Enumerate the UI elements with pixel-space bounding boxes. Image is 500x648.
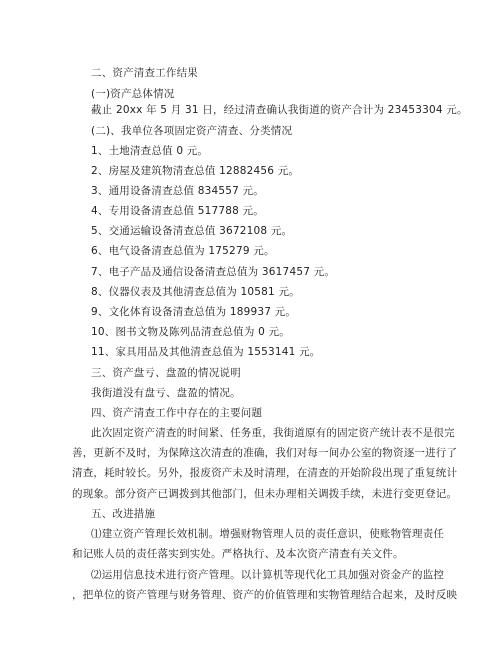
subheading-overall: (一)资产总体情况 (91, 88, 175, 100)
list-item: 7、电子产品及通信设备清查总值为 3617457 元。 (91, 266, 336, 278)
paragraph-problems-line: 此次固定资产清查的时间紧、任务重，我街道原有的固定资产统计表不是很完 (91, 427, 455, 439)
list-item: 10、图书文物及陈列品清查总值为 0 元。 (91, 326, 290, 338)
list-item: 9、文化体育设备清查总值为 189937 元。 (91, 306, 297, 318)
paragraph-measure-1-line: ⑴建立资产管理长效机制。增强财物管理人员的责任意识，使账物管理责任 (91, 528, 445, 540)
paragraph-gain-loss: 我街道没有盘亏、盘盈的情况。 (91, 387, 241, 399)
list-item: 2、房屋及建筑物清查总值 12882456 元。 (91, 165, 300, 177)
list-item: 8、仪器仪表及其他清查总值为 10581 元。 (91, 286, 300, 298)
paragraph-measure-2-line: ⑵运用信息技术进行资产管理。以计算机等现代化工具加强对资金产的监控 (91, 569, 445, 581)
list-item: 5、交通运输设备清查总值 3672108 元。 (91, 225, 293, 237)
paragraph-problems-line: 清查，耗时较长。另外，报废资产未及时清理，在清查的开始阶段出现了重复统计 (72, 467, 458, 479)
section-heading-problems: 四、资产清查工作中存在的主要问题 (91, 407, 263, 419)
list-item: 6、电气设备清查总值为 175279 元。 (91, 245, 275, 257)
paragraph-measure-2-line: ，把单位的资产管理与财务管理、资产的价值管理和实物管理结合起来，及时反映 (72, 589, 458, 601)
section-heading-improvements: 五、改进措施 (91, 508, 156, 520)
paragraph-problems-line: 的现象。部分资产已调拨到其他部门，但未办理相关调拨手续，未进行变更登记。 (72, 488, 458, 500)
list-item: 4、专用设备清查总值 517788 元。 (91, 205, 264, 217)
section-heading-gain-loss: 三、资产盘亏、盘盈的情况说明 (91, 367, 241, 379)
list-item: 11、家具用品及其他清查总值为 1553141 元。 (91, 346, 321, 358)
subheading-classification: (二)、我单位各项固定资产清查、分类情况 (91, 125, 293, 137)
paragraph-total-assets: 截止 20xx 年 5 月 31 日，经过清查确认我街道的资产合计为 23453304 元。 (91, 104, 468, 116)
list-item: 1、土地清查总值 0 元。 (91, 145, 209, 157)
paragraph-problems-line: 善，更新不及时，为保障这次清查的准确，我们对每一间办公室的物资逐一进行了 (72, 447, 458, 459)
list-item: 3、通用设备清查总值 834557 元。 (91, 185, 264, 197)
section-heading-results: 二、资产清查工作结果 (91, 67, 198, 79)
paragraph-measure-1-line: 和记账人员的责任落实到实处。严格执行、及本次资产清查有关文件。 (72, 548, 404, 560)
